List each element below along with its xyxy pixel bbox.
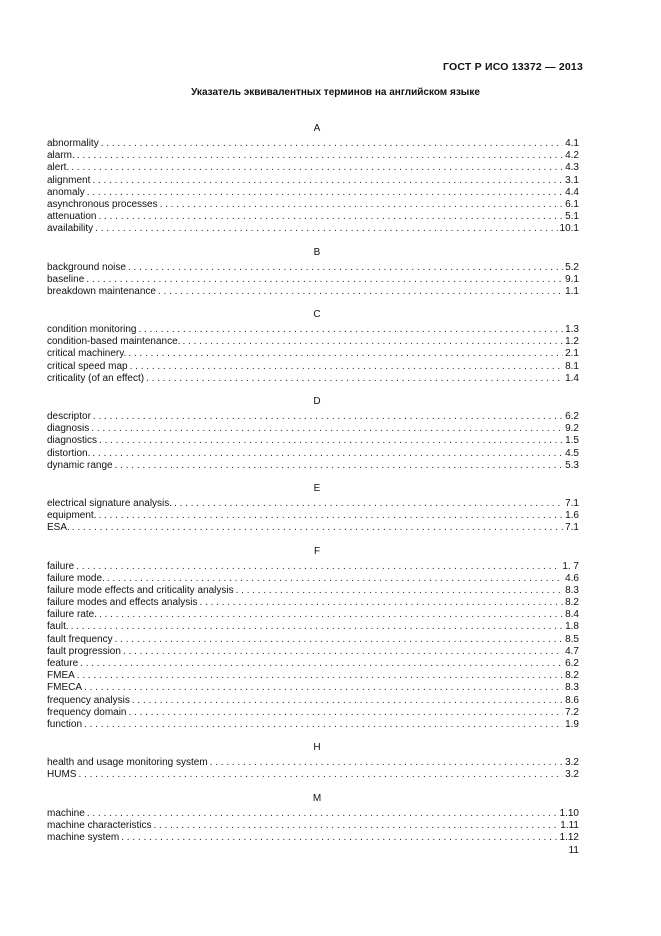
entry-reference: 1.6 <box>565 510 579 522</box>
dot-leader <box>99 435 563 447</box>
dot-leader <box>95 223 557 235</box>
dot-leader <box>101 138 563 150</box>
dot-leader <box>84 682 563 694</box>
entry-reference: 6.2 <box>565 411 579 422</box>
index-entry <box>47 757 579 769</box>
dot-leader <box>160 199 563 211</box>
index-entry <box>47 597 579 609</box>
entry-reference: 8.4 <box>565 609 579 621</box>
entry-term: baseline <box>47 273 85 285</box>
entry-reference: 5.1 <box>565 211 579 223</box>
dot-leader <box>80 658 563 670</box>
entry-reference: 1.11 <box>560 819 579 831</box>
entry-term: failure modes and effects analysis <box>47 597 198 609</box>
entry-reference: 1.9 <box>565 718 579 730</box>
entry-reference: 3.2 <box>565 757 579 769</box>
dot-leader <box>76 561 560 573</box>
index-entry <box>47 262 579 274</box>
index-entry <box>47 336 579 348</box>
entry-reference: 2.1 <box>565 348 579 360</box>
dot-leader <box>182 336 563 348</box>
entry-reference: 6.2 <box>565 658 579 669</box>
entry-term: fault frequency <box>47 633 113 645</box>
index-entry <box>47 658 579 670</box>
entry-term: asynchronous processes <box>47 198 158 210</box>
entry-reference: 8.2 <box>565 670 579 682</box>
dot-leader <box>174 498 563 510</box>
index-entry <box>47 820 579 832</box>
term-index <box>47 122 579 844</box>
entry-reference: 8.6 <box>565 694 579 706</box>
entry-term: feature <box>47 658 79 669</box>
index-entry <box>47 609 579 621</box>
dot-leader <box>128 262 563 274</box>
entry-reference: 1.3 <box>565 324 579 336</box>
section-letter: A <box>313 123 321 134</box>
entry-term: FMEA <box>47 670 75 682</box>
dot-leader <box>71 162 563 174</box>
dot-leader <box>210 757 563 769</box>
index-entry <box>47 150 579 162</box>
index-entry <box>47 707 579 719</box>
index-entry <box>47 348 579 360</box>
index-entry <box>47 634 579 646</box>
entry-reference: 4.7 <box>565 645 579 657</box>
dot-leader <box>115 460 564 472</box>
dot-leader <box>87 808 558 820</box>
index-entry <box>47 695 579 707</box>
index-entry <box>47 223 579 235</box>
section-letter: C <box>313 309 321 321</box>
entry-term: criticality (of an effect) <box>47 372 145 384</box>
entry-term: machine characteristics <box>47 819 152 831</box>
index-entry <box>47 682 579 694</box>
entry-term: critical speed map <box>47 360 128 372</box>
index-entry <box>47 719 579 731</box>
index-entry <box>47 187 579 199</box>
entry-reference: 1.12 <box>559 831 579 843</box>
entry-reference: 4.4 <box>565 186 579 198</box>
index-entry <box>47 138 579 150</box>
dot-leader <box>78 769 563 781</box>
entry-term: failure mode. <box>47 572 105 584</box>
entry-reference: 9.1 <box>565 273 579 285</box>
entry-reference: 1.8 <box>565 621 579 633</box>
dot-leader <box>77 150 563 162</box>
index-entry <box>47 448 579 460</box>
entry-term: alert. <box>47 162 70 174</box>
index-entry <box>47 832 579 844</box>
dot-leader <box>77 670 563 682</box>
dot-leader <box>107 573 563 585</box>
entry-reference: 8.2 <box>565 597 579 609</box>
index-entry <box>47 162 579 174</box>
entry-term: fault. <box>47 621 69 633</box>
entry-term: electrical signature analysis. <box>47 497 173 509</box>
entry-term: frequency domain <box>47 706 127 718</box>
entry-reference: 4.6 <box>565 572 579 584</box>
index-section-c <box>47 308 579 385</box>
entry-term: frequency analysis <box>47 694 130 706</box>
entry-term: failure rate. <box>47 609 98 621</box>
entry-term: failure mode effects and criticality analysis <box>47 584 234 596</box>
entry-term: equipment. <box>47 510 97 522</box>
entry-term: fault progression <box>47 645 121 657</box>
index-entry <box>47 460 579 472</box>
dot-leader <box>87 187 563 199</box>
dot-leader <box>158 286 563 298</box>
entry-reference: 1.2 <box>565 336 579 348</box>
dot-leader <box>199 597 563 609</box>
entry-reference: 4.1 <box>565 138 579 149</box>
entry-term: HUMS <box>47 769 77 781</box>
entry-reference: 1.10 <box>559 807 579 819</box>
dot-leader <box>121 832 557 844</box>
entry-reference: 7.1 <box>565 497 579 509</box>
entry-reference: 8.3 <box>565 682 579 694</box>
entry-term: descriptor <box>47 411 91 422</box>
index-section-h <box>47 741 579 781</box>
entry-term: failure <box>47 560 75 572</box>
entry-term: ESA. <box>47 522 70 534</box>
dot-leader <box>84 719 563 731</box>
entry-term: machine system <box>47 831 120 843</box>
section-letter: B <box>313 246 321 258</box>
dot-leader <box>236 585 564 597</box>
dot-leader <box>99 609 563 621</box>
entry-term: condition-based maintenance. <box>47 336 181 348</box>
entry-reference: 8.5 <box>565 633 579 645</box>
entry-reference: 4.2 <box>565 150 579 162</box>
entry-reference: 1.5 <box>565 435 579 447</box>
dot-leader <box>129 707 564 719</box>
entry-term: diagnosis <box>47 423 90 435</box>
standard-designation: ГОСТ Р ИСО 13372 — 2013 <box>443 61 583 73</box>
index-entry <box>47 211 579 223</box>
entry-reference: 6.1 <box>565 198 579 210</box>
index-entry <box>47 646 579 658</box>
dot-leader <box>115 634 563 646</box>
entry-reference: 3.2 <box>565 769 579 781</box>
dot-leader <box>153 820 558 832</box>
index-entry <box>47 573 579 585</box>
dot-leader <box>92 175 563 187</box>
entry-term: anomaly <box>47 186 85 198</box>
index-entry <box>47 808 579 820</box>
entry-term: function <box>47 718 83 730</box>
entry-reference: 9.2 <box>565 423 579 435</box>
dot-leader <box>139 324 564 336</box>
section-letter: H <box>313 742 321 754</box>
entry-term: dynamic range <box>47 459 113 471</box>
entry-term: machine <box>47 807 85 819</box>
entry-reference: 5.3 <box>565 459 579 471</box>
section-letter: M <box>312 792 322 804</box>
entry-term: breakdown maintenance <box>47 285 156 297</box>
index-section-d <box>47 395 579 472</box>
entry-term: availability <box>47 223 94 235</box>
index-entry <box>47 510 579 522</box>
section-letter: D <box>313 396 321 407</box>
entry-reference: 4.3 <box>565 162 579 174</box>
dot-leader <box>146 373 563 385</box>
dot-leader <box>128 348 563 360</box>
entry-term: diagnostics <box>47 435 98 447</box>
index-title: Указатель эквивалентных терминов на английском языке <box>191 87 480 98</box>
dot-leader <box>99 211 564 223</box>
index-entry <box>47 522 579 534</box>
section-letter: F <box>313 545 321 557</box>
index-entry <box>47 411 579 423</box>
dot-leader <box>132 695 563 707</box>
entry-term: attenuation <box>47 211 97 223</box>
index-entry <box>47 561 579 573</box>
entry-reference: 8.1 <box>565 360 579 372</box>
dot-leader <box>98 510 563 522</box>
index-entry <box>47 175 579 187</box>
index-entry <box>47 274 579 286</box>
index-entry <box>47 435 579 447</box>
entry-reference: 10.1 <box>559 223 579 235</box>
section-letter: E <box>313 482 321 494</box>
entry-reference: 7.1 <box>565 522 579 534</box>
index-entry <box>47 670 579 682</box>
entry-term: FMECA <box>47 682 82 694</box>
index-section-f <box>47 545 579 732</box>
entry-reference: 8.3 <box>565 584 579 596</box>
dot-leader <box>123 646 563 658</box>
index-section-b <box>47 246 579 299</box>
entry-term: condition monitoring <box>47 324 137 336</box>
index-entry <box>47 199 579 211</box>
page-number: 11 <box>568 845 579 856</box>
entry-reference: 1. 7 <box>562 560 579 572</box>
entry-term: distortion. <box>47 447 91 459</box>
index-entry <box>47 585 579 597</box>
entry-term: critical machinery. <box>47 348 127 360</box>
dot-leader <box>72 522 563 534</box>
dot-leader <box>71 621 563 633</box>
entry-term: alarm. <box>47 150 75 162</box>
index-entry <box>47 769 579 781</box>
entry-term: abnormality <box>47 138 99 149</box>
dot-leader <box>93 411 563 423</box>
dot-leader <box>91 423 563 435</box>
entry-term: background noise <box>47 261 126 273</box>
dot-leader <box>86 274 563 286</box>
entry-term: health and usage monitoring system <box>47 757 208 769</box>
entry-reference: 4.5 <box>565 447 579 459</box>
entry-term: alignment <box>47 174 91 186</box>
entry-reference: 7.2 <box>565 706 579 718</box>
index-section-e <box>47 482 579 535</box>
index-entry <box>47 621 579 633</box>
index-entry <box>47 373 579 385</box>
index-entry <box>47 361 579 373</box>
index-entry <box>47 324 579 336</box>
entry-reference: 1.4 <box>565 372 579 384</box>
dot-leader <box>130 361 564 373</box>
dot-leader <box>92 448 563 460</box>
index-section-a <box>47 122 579 236</box>
index-entry <box>47 498 579 510</box>
entry-reference: 1.1 <box>565 285 579 297</box>
entry-reference: 5.2 <box>565 261 579 273</box>
index-entry <box>47 286 579 298</box>
index-section-m <box>47 792 579 845</box>
index-entry <box>47 423 579 435</box>
entry-reference: 3.1 <box>565 174 579 186</box>
